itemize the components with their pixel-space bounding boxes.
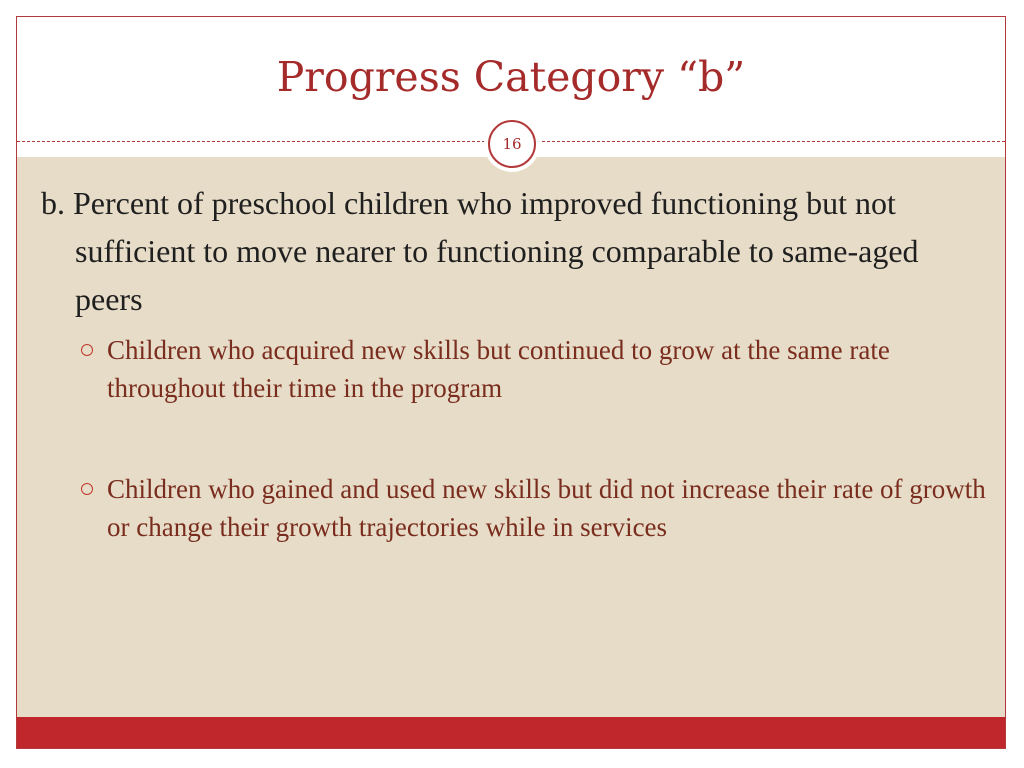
bullet-text: Children who acquired new skills but continued to grow at the same rate throughout their time in the program bbox=[107, 335, 890, 403]
slide-title: Progress Category “b” bbox=[276, 53, 746, 101]
slide bbox=[16, 16, 1006, 749]
slide-number: 16 bbox=[488, 120, 536, 168]
bullet-item bbox=[77, 331, 987, 407]
footer-bar bbox=[17, 717, 1005, 749]
main-point: b. Percent of preschool children who improved functioning but not sufficient to move nearer to functioning comparable to same-aged peers bbox=[41, 185, 919, 317]
circle-bullet-icon bbox=[81, 483, 93, 495]
bullet-text: Children who gained and used new skills but did not increase their rate of growth or change their growth trajectories while in services bbox=[107, 474, 986, 542]
bullet-item bbox=[77, 470, 987, 546]
circle-bullet-icon bbox=[81, 344, 93, 356]
